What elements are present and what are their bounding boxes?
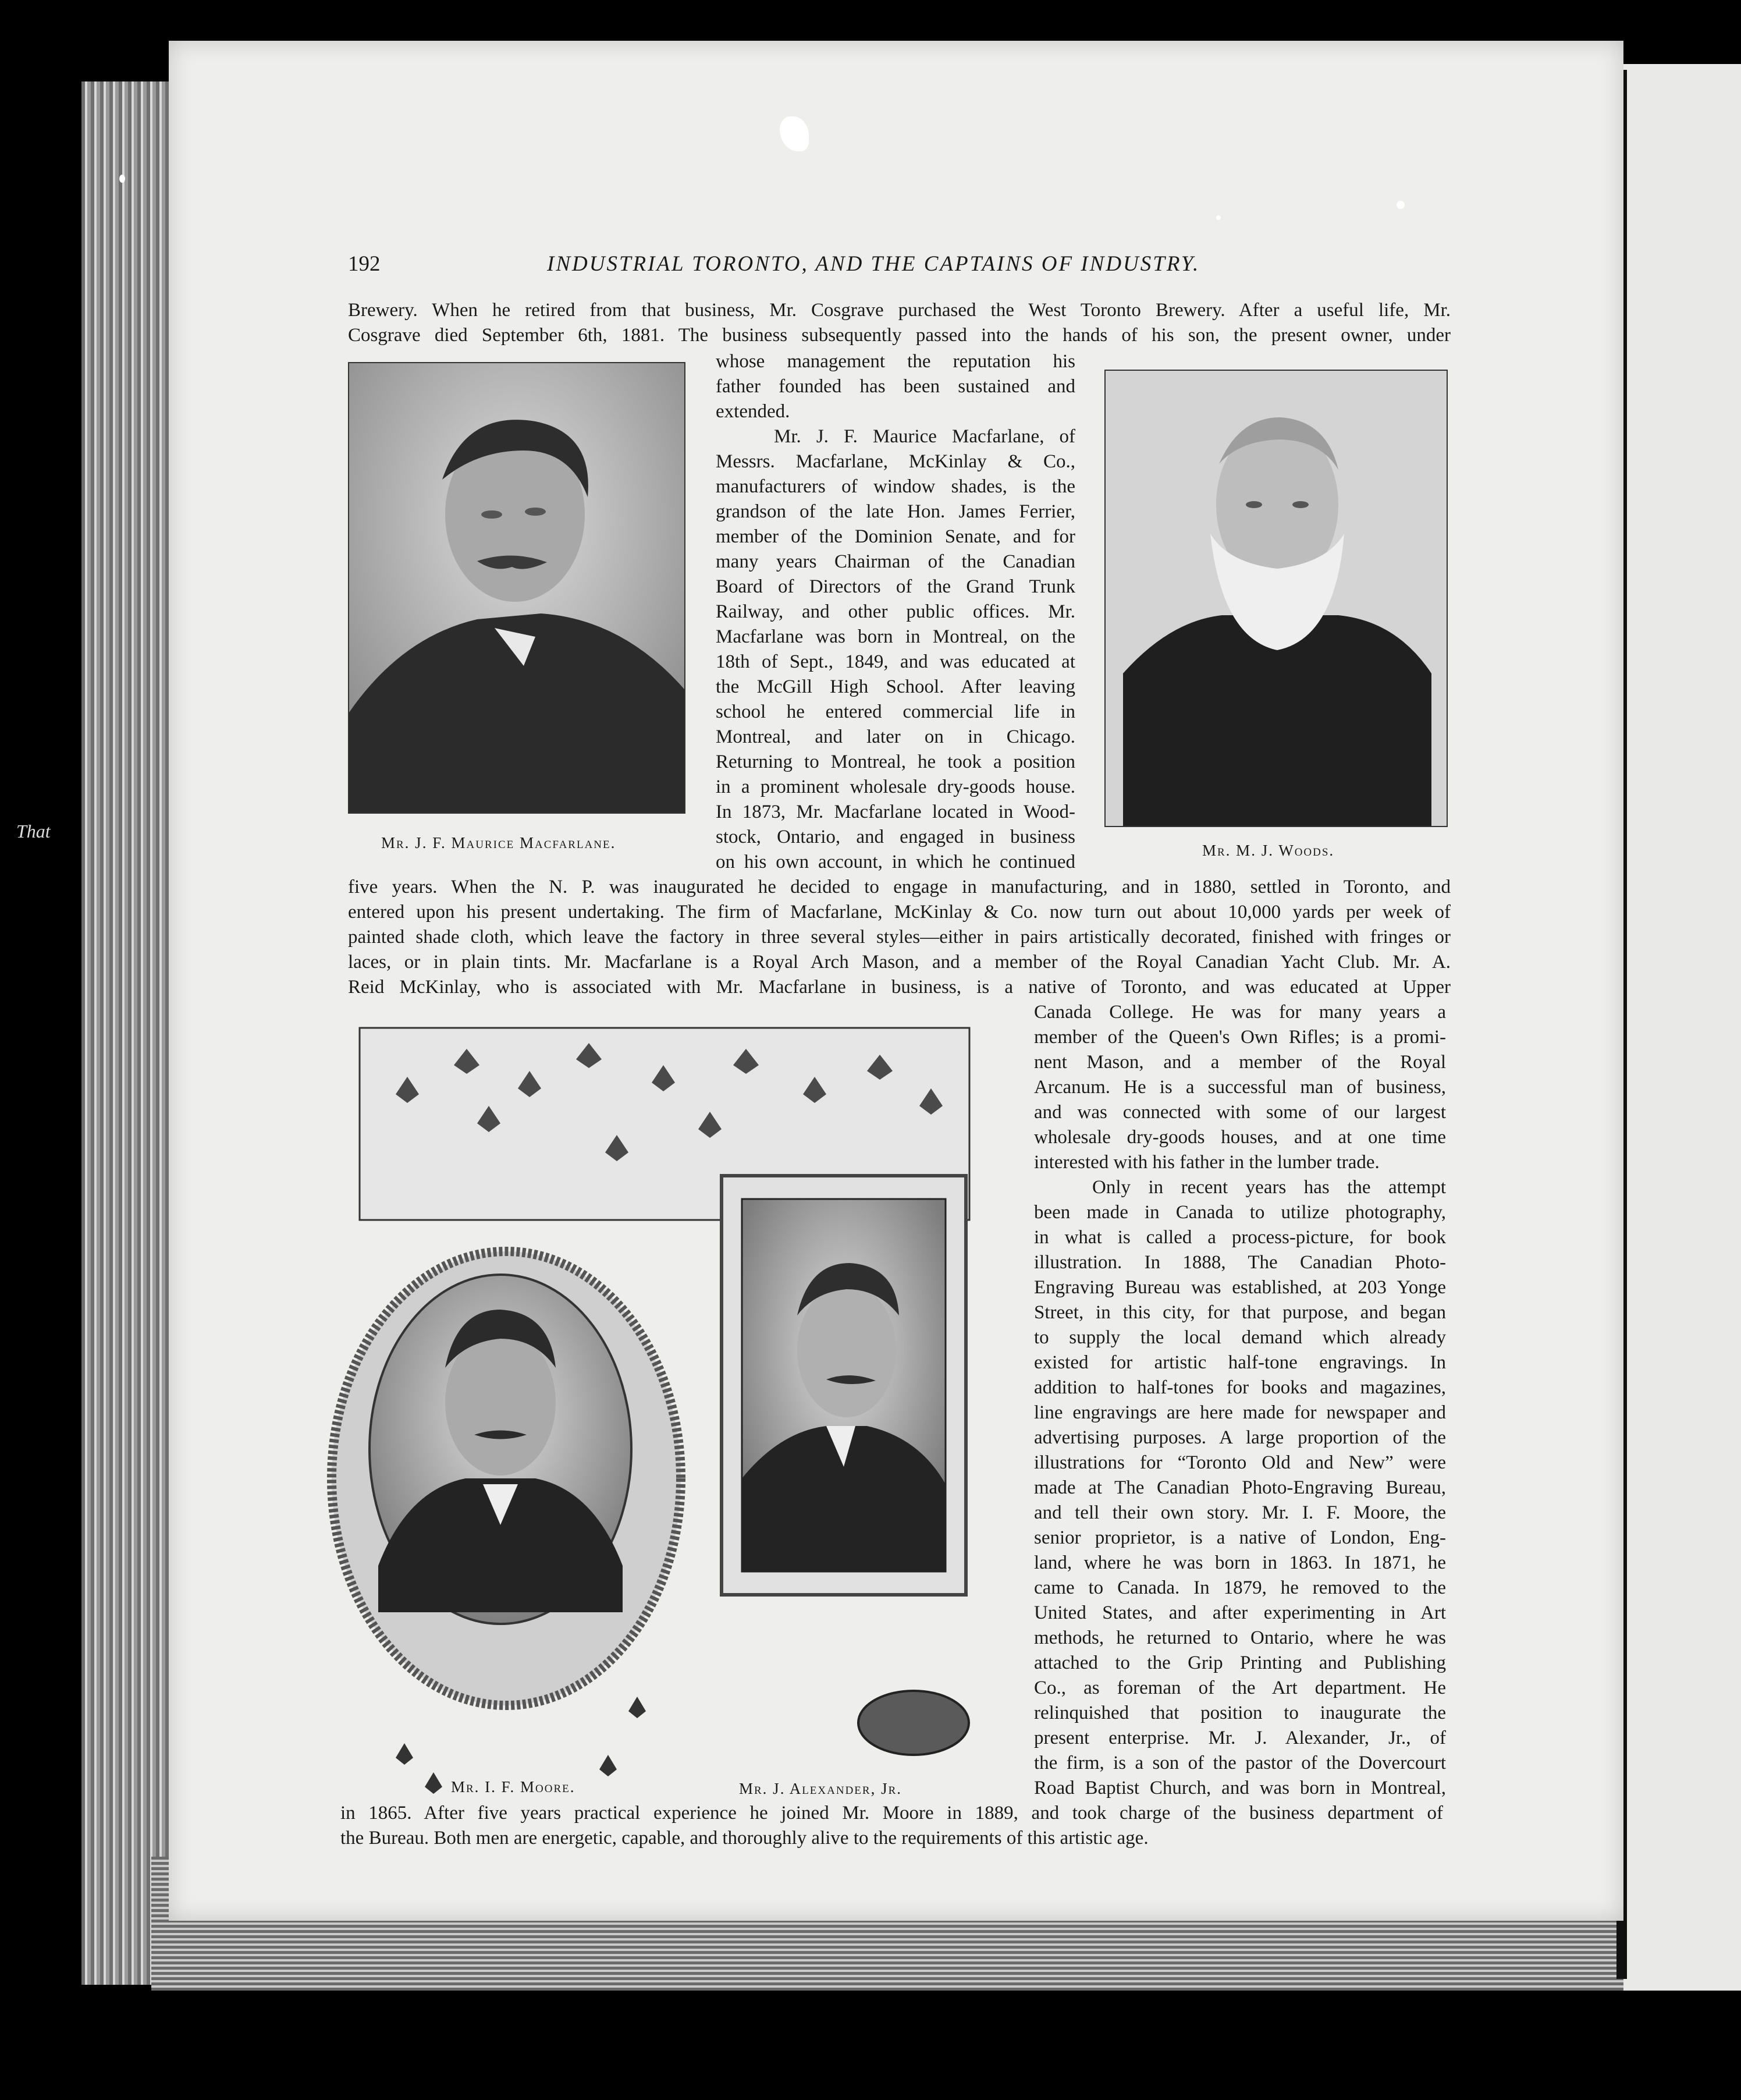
center-line: the McGill High School. After leaving — [716, 676, 1075, 697]
running-title: INDUSTRIAL TORONTO, AND THE CAPTAINS OF INDUSTRY. — [547, 252, 1200, 276]
right-line: Engraving Bureau was established, at 203 Yonge — [1034, 1277, 1446, 1298]
right-line: illustrations for “Toronto Old and New” were — [1034, 1452, 1446, 1473]
center-line: Messrs. Macfarlane, McKinlay & Co., — [716, 451, 1075, 472]
middle-line: painted shade cloth, which leave the factory in three several styles—either in pairs artistically decorated, finished with fringes or — [348, 927, 1451, 948]
right-line: attached to the Grip Printing and Publishing — [1034, 1652, 1446, 1673]
right-line: in what is called a process-picture, for book — [1034, 1227, 1446, 1248]
caption-macfarlane: Mr. J. F. Maurice Macfarlane. — [381, 834, 616, 852]
right-line: Street, in this city, for that purpose, and began — [1034, 1302, 1446, 1323]
right-line: Co., as foreman of the Art department. He — [1034, 1677, 1446, 1698]
center-line: Mr. J. F. Maurice Macfarlane, of — [774, 426, 1075, 447]
right-line: line engravings are here made for newspaper and — [1034, 1402, 1446, 1423]
center-line: manufacturers of window shades, is the — [716, 476, 1075, 497]
center-line: whose management the reputation his — [716, 351, 1075, 372]
right-line: illustration. In 1888, The Canadian Photo- — [1034, 1252, 1446, 1273]
engraving-drawing — [326, 1024, 1001, 1857]
middle-line: entered upon his present undertaking. The firm of Macfarlane, McKinlay & Co. now turn out about 10,000 yards per week of — [348, 902, 1451, 923]
right-line: Only in recent years has the attempt — [1092, 1177, 1446, 1198]
center-line: in a prominent wholesale dry-goods house. — [716, 776, 1075, 797]
center-line: Returning to Montreal, he took a position — [716, 751, 1075, 772]
center-line: school he entered commercial life in — [716, 701, 1075, 722]
center-line: Montreal, and later on in Chicago. — [716, 726, 1075, 747]
closing-line: in 1865. After five years practical experience he joined Mr. Moore in 1889, and took charge of the business department of — [340, 1803, 1443, 1824]
center-line: Board of Directors of the Grand Trunk — [716, 576, 1075, 597]
right-line: and was connected with some of our largest — [1034, 1102, 1446, 1123]
center-line: In 1873, Mr. Macfarlane located in Wood- — [716, 801, 1075, 822]
right-line: existed for artistic half-tone engravings. In — [1034, 1352, 1446, 1373]
right-line: interested with his father in the lumber trade. — [1034, 1152, 1380, 1173]
portrait-macfarlane — [348, 362, 685, 814]
center-line: Macfarlane was born in Montreal, on the — [716, 626, 1075, 647]
right-line: Road Baptist Church, and was born in Montreal, — [1034, 1778, 1446, 1799]
right-line: methods, he returned to Ontario, where he was — [1034, 1627, 1446, 1648]
center-line: on his own account, in which he continued — [716, 852, 1075, 872]
right-line: senior proprietor, is a native of London, Eng- — [1034, 1527, 1446, 1548]
caption-alexander: Mr. J. Alexander, Jr. — [739, 1780, 903, 1797]
middle-line: Reid McKinlay, who is associated with Mr. Macfarlane in business, is a native of Toronto, and was educated at Upper — [348, 977, 1451, 998]
page-number: 192 — [348, 252, 381, 276]
middle-line: five years. When the N. P. was inaugurated he decided to engage in manufacturing, and in 1880, settled in Toronto, and — [348, 877, 1451, 898]
middle-line: laces, or in plain tints. Mr. Macfarlane is a Royal Arch Mason, and a member of the Royal Canadian Yacht Club. Mr. A. — [348, 952, 1451, 973]
center-line: member of the Dominion Senate, and for — [716, 526, 1075, 547]
right-line: addition to half-tones for books and magazines, — [1034, 1377, 1446, 1398]
caption-moore: Mr. I. F. Moore. — [451, 1778, 575, 1796]
margin-mark: That — [16, 821, 51, 842]
center-line: 18th of Sept., 1849, and was educated at — [716, 651, 1075, 672]
right-line: made at The Canadian Photo-Engraving Bureau, — [1034, 1477, 1446, 1498]
right-line: relinquished that position to inaugurate the — [1034, 1702, 1446, 1723]
right-line: been made in Canada to utilize photography, — [1034, 1202, 1446, 1223]
center-line: Railway, and other public offices. Mr. — [716, 601, 1075, 622]
intro-line-1: Brewery. When he retired from that business, Mr. Cosgrave purchased the West Toronto Brewery. After a useful life, Mr. — [348, 300, 1451, 321]
right-line: Arcanum. He is a successful man of business, — [1034, 1077, 1446, 1098]
book-page-edges — [81, 81, 175, 1985]
right-line: land, where he was born in 1863. In 1871, he — [1034, 1552, 1446, 1573]
center-line: many years Chairman of the Canadian — [716, 551, 1075, 572]
center-line: grandson of the late Hon. James Ferrier, — [716, 501, 1075, 522]
portrait-macfarlane-drawing — [349, 363, 684, 813]
portrait-woods-drawing — [1106, 371, 1447, 826]
right-line: and tell their own story. Mr. I. F. Moore, the — [1034, 1502, 1446, 1523]
right-line: Canada College. He was for many years a — [1034, 1002, 1446, 1023]
portrait-woods — [1104, 370, 1448, 827]
center-line: father founded has been sustained and — [716, 376, 1075, 397]
right-line: advertising purposes. A large proportion of the — [1034, 1427, 1446, 1448]
center-line: stock, Ontario, and engaged in business — [716, 826, 1075, 847]
center-line: extended. — [716, 401, 790, 422]
closing-line: the Bureau. Both men are energetic, capable, and thoroughly alive to the requirements of this artistic age. — [340, 1828, 1149, 1849]
right-line: present enterprise. Mr. J. Alexander, Jr., of — [1034, 1727, 1446, 1748]
right-line: member of the Queen's Own Rifles; is a promi- — [1034, 1027, 1446, 1048]
right-line: came to Canada. In 1879, he removed to the — [1034, 1577, 1446, 1598]
right-line: wholesale dry-goods houses, and at one time — [1034, 1127, 1446, 1148]
right-line: United States, and after experimenting in Art — [1034, 1602, 1446, 1623]
right-line: nent Mason, and a member of the Royal — [1034, 1052, 1446, 1073]
caption-woods: Mr. M. J. Woods. — [1202, 842, 1335, 859]
right-line: the firm, is a son of the pastor of the Dovercourt — [1034, 1753, 1446, 1773]
intro-line-2: Cosgrave died September 6th, 1881. The business subsequently passed into the hands of his son, the present owner, under — [348, 325, 1451, 346]
right-line: to supply the local demand which already — [1034, 1327, 1446, 1348]
facing-page-edge — [1623, 64, 1741, 1991]
engraving-moore-alexander — [326, 1024, 1001, 1857]
